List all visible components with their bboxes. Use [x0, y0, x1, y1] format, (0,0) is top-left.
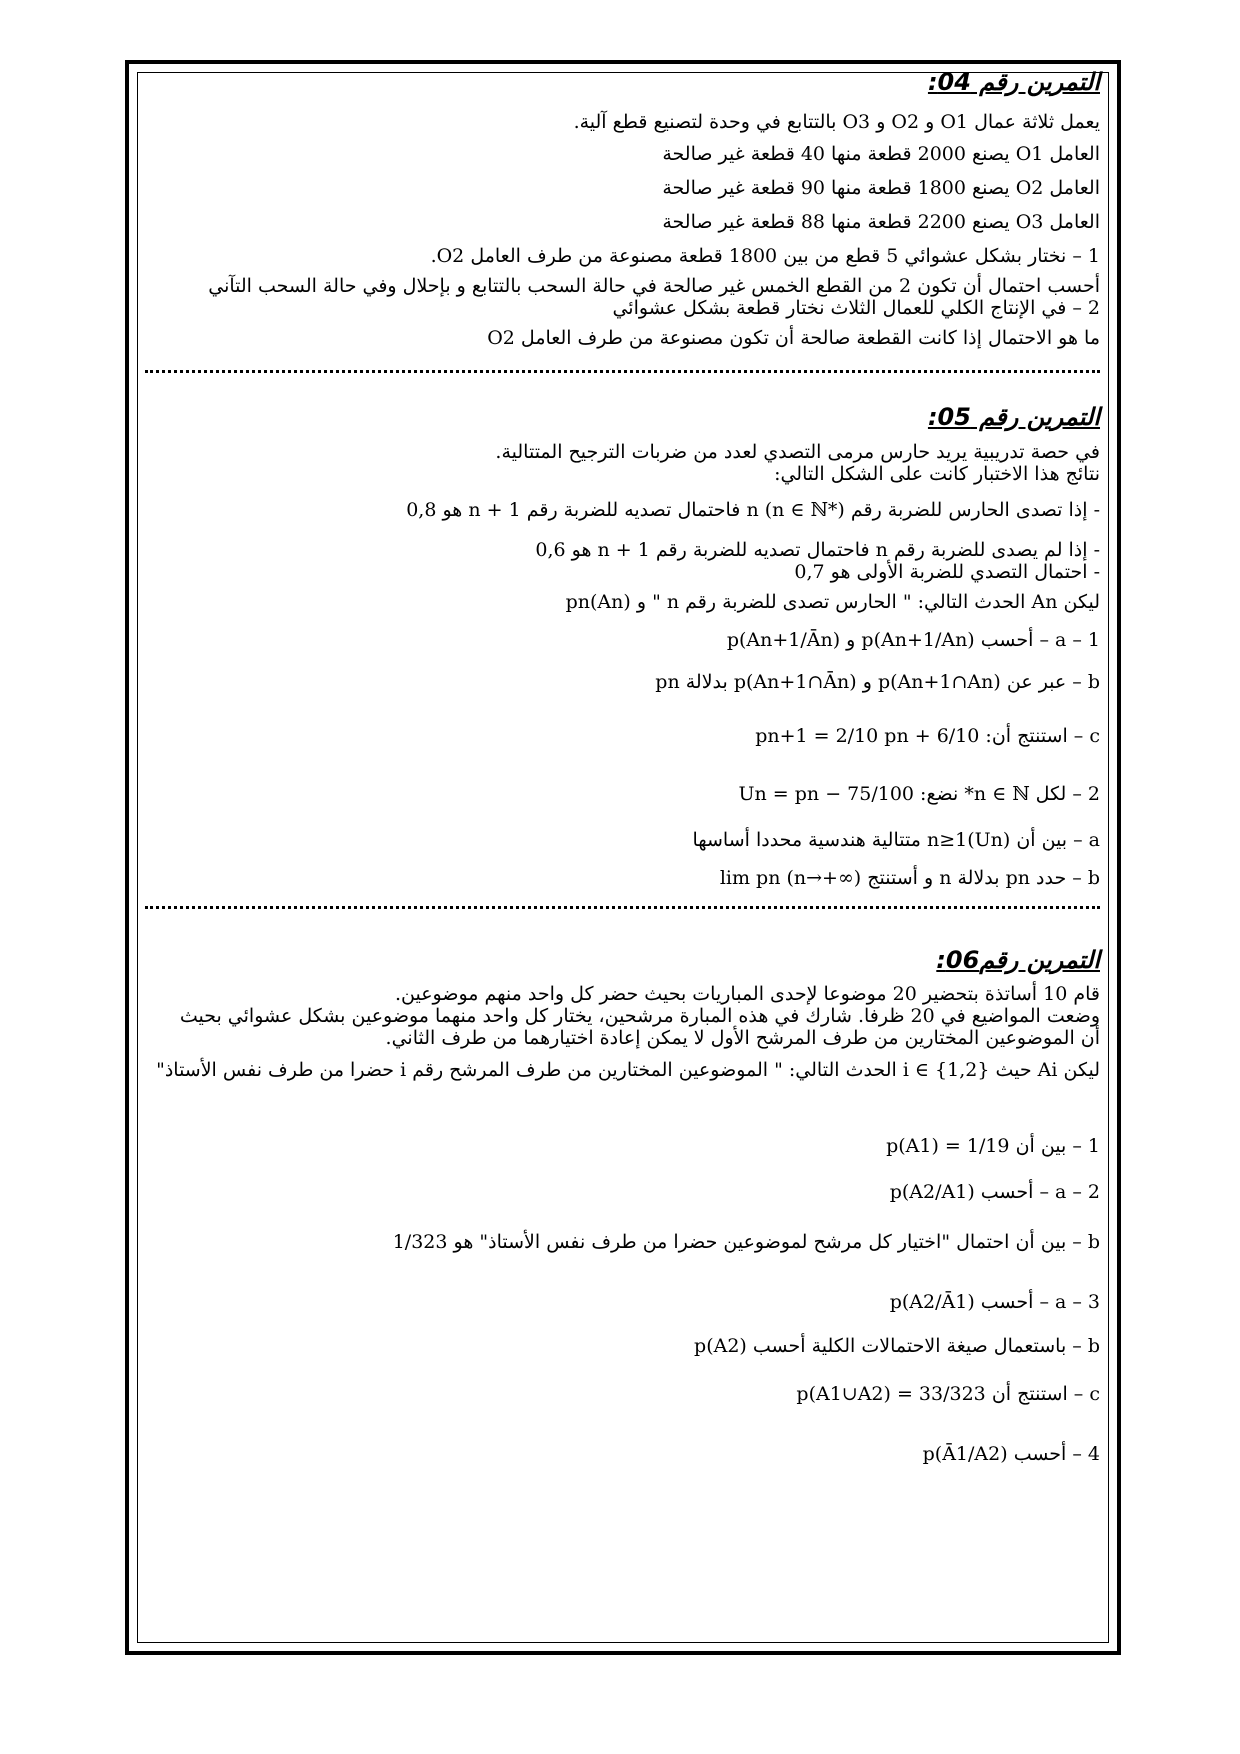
ex04-line-5: 1 – نختار بشكل عشوائي 5 قطع من بين 1800 قطعة مصنوعة من طرف العامل O2. [430, 245, 1100, 267]
ex06-line-2: وضعت المواضيع في 20 ظرفا. شارك في هذه المبارة مرشحين، يختار كل واحد منهما موضوعين بشكل عشوائي بحيث [179, 1005, 1100, 1027]
ex06-line-7: b – بين أن احتمال "اختيار كل مرشح لموضوعين حضرا من طرف نفس الأستاذ" هو 1/323 [392, 1231, 1100, 1253]
ex04-line-3: العامل O2 يصنع 1800 قطعة منها 90 قطعة غير صالحة [662, 177, 1100, 199]
ex06-line-6: 2 – a – أحسب p(A2/A1) [889, 1181, 1100, 1203]
ex04-line-4: العامل O3 يصنع 2200 قطعة منها 88 قطعة غير صالحة [662, 211, 1100, 233]
ex05-line-9: c – استنتج أن: pn+1 = 2/10 pn + 6/10 [755, 725, 1100, 747]
ex06-line-10: c – استنتج أن p(A1∪A2) = 33/323 [796, 1383, 1100, 1405]
ex06-line-1: قام 10 أساتذة بتحضير 20 موضوعا لإحدى المباريات بحيث حضر كل واحد منهم موضوعين. [394, 983, 1100, 1005]
ex04-line-8: ما هو الاحتمال إذا كانت القطعة صالحة أن تكون مصنوعة من طرف العامل O2 [487, 327, 1100, 349]
ex06-line-4: ليكن Ai حيث i ∈ {1,2} الحدث التالي: " الموضوعين المختارين من طرف المرشح رقم i حضرا من طرف نفس الأستاذ" [156, 1059, 1100, 1081]
ex05-line-6: ليكن An الحدث التالي: " الحارس تصدى للضربة رقم n " و pn(An) [565, 591, 1100, 613]
ex05-line-12: b – حدد pn بدلالة n و أستنتج lim pn (n→+∞) [719, 867, 1100, 889]
ex06-line-5: 1 – بين أن p(A1) = 1/19 [886, 1135, 1100, 1157]
exercise-05-title: التمرين رقم 05: [927, 403, 1100, 431]
ex05-line-3: - إذا تصدى الحارس للضربة رقم n (n ∈ ℕ*) فاحتمال تصديه للضربة رقم n + 1 هو 0,8 [406, 499, 1100, 521]
ex05-line-2: نتائج هذا الاختبار كانت على الشكل التالي: [774, 463, 1100, 485]
ex04-line-7: 2 – في الإنتاج الكلي للعمال الثلاث نختار قطعة بشكل عشوائي [612, 297, 1100, 319]
ex06-line-3: أن الموضوعين المختارين من طرف المرشح الأول لا يمكن إعادة اختيارهما من طرف الثاني. [385, 1027, 1100, 1049]
ex06-line-8: 3 – a – أحسب p(A2/Ā1) [889, 1291, 1100, 1313]
ex05-line-1: في حصة تدريبية يريد حارس مرمى التصدي لعدد من ضربات الترجيح المتتالية. [495, 441, 1100, 463]
ex06-line-9: b – باستعمال صيغة الاحتمالات الكلية أحسب p(A2) [694, 1335, 1100, 1357]
separator-1 [145, 370, 1100, 373]
ex05-line-8: b – عبر عن p(An+1∩An) و p(An+1∩Ān) بدلالة pn [655, 671, 1100, 693]
ex05-line-4: - إذا لم يصدى للضربة رقم n فاحتمال تصديه للضربة رقم n + 1 هو 0,6 [535, 539, 1100, 561]
exercise-04-title: التمرين رقم 04: [927, 68, 1100, 96]
ex04-line-6: أحسب احتمال أن تكون 2 من القطع الخمس غير صالحة في حالة السحب بالتتابع و بإحلال وفي حالة السحب التآني [208, 275, 1100, 297]
ex05-line-10: 2 – لكل n ∈ ℕ* نضع: Un = pn − 75/100 [738, 783, 1100, 805]
ex04-line-2: العامل O1 يصنع 2000 قطعة منها 40 قطعة غير صالحة [662, 143, 1100, 165]
exercise-06-title: التمرين رقم06: [936, 946, 1100, 974]
ex05-line-5: - احتمال التصدي للضربة الأولى هو 0,7 [794, 561, 1100, 583]
ex04-line-1: يعمل ثلاثة عمال O1 و O2 و O3 بالتتابع في وحدة لتصنيع قطع آلية. [573, 111, 1100, 133]
ex05-line-7: 1 – a – أحسب p(An+1/An) و p(An+1/Ān) [726, 629, 1100, 651]
ex05-line-11: a – بين أن (Un)n≥1 متتالية هندسية محددا أساسها [692, 829, 1100, 851]
ex06-line-11: 4 – أحسب p(Ā1/A2) [922, 1443, 1100, 1465]
separator-2 [145, 906, 1100, 909]
